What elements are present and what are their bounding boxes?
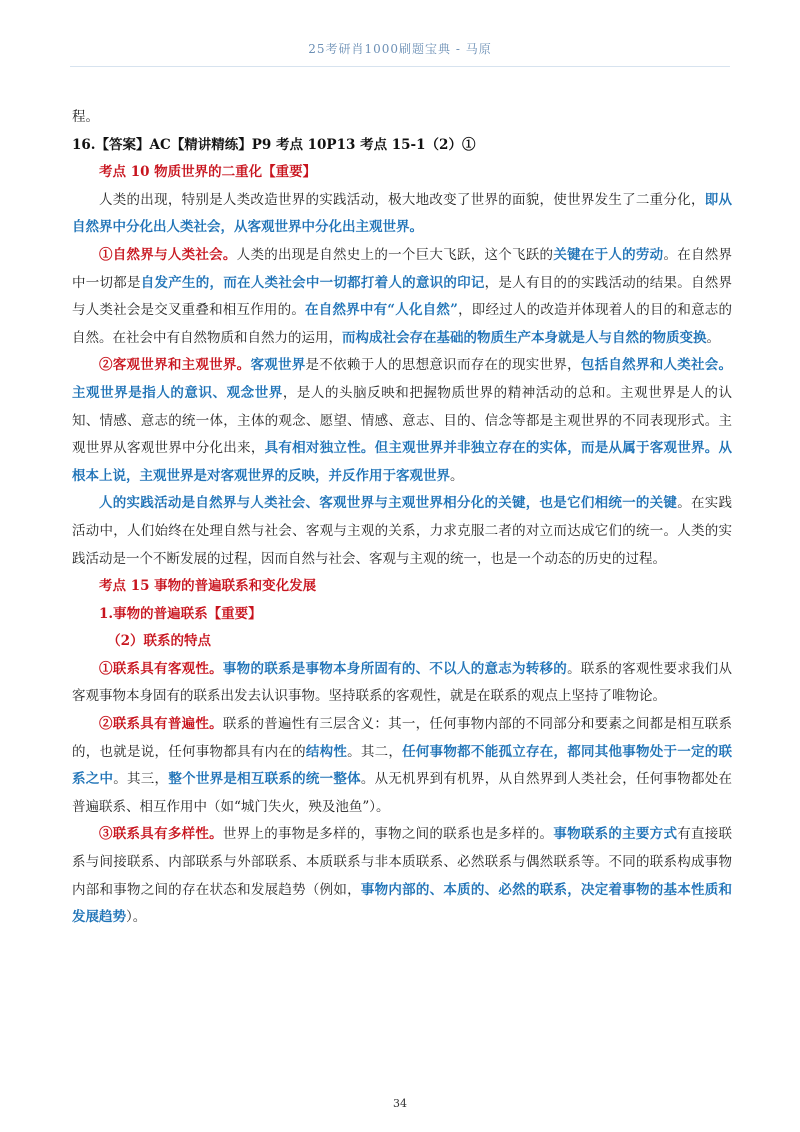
paragraph-objective-subjective (72, 352, 732, 490)
subheading-universal-connection: 1.事物的普遍联系【重要】 (99, 605, 262, 622)
key-point: 整个世界是相互联系的统一整体 (168, 771, 361, 788)
heading-k10: 考点 10 物质世界的二重化【重要】 (99, 164, 317, 181)
page-number: 34 (393, 1097, 407, 1110)
plain-text: 。从无机界到有机界，从自然界到人类社会，任何事物都处在普遍联系、相互作用中（如“城门失火，殃及池鱼”）。 (72, 771, 733, 815)
plain-text: 人类的出现是自然史上的一个巨大飞跃，这个飞跃的 (236, 246, 554, 263)
subheading: ①自然界与人类社会。 (99, 246, 237, 263)
answer-line-16: 16.【答案】AC【精讲精练】P9 考点 10P13 考点 15-1（2）① (72, 136, 476, 153)
key-point: 事物联系的主要方式 (553, 826, 678, 843)
section-heading-k15 (72, 573, 732, 601)
key-point: 即从自然界中分化出人类社会，从客观世界中分化出主观世界。 (72, 191, 733, 236)
key-point: 事物内部的、本质的、必然的联系，决定着事物的基本性质和发展趋势 (72, 881, 733, 926)
plain-text: 。在自然界中一切都是 (72, 246, 733, 291)
key-point: 包括自然界和人类社会。主观世界是指人的意识、观念世界 (72, 357, 733, 401)
plain-text: 。在实践活动中，人们始终在处理自然与社会、客观与主观的关系，力求克服二者的对立而达成它们的统一。人类的实践活动是一个不断发展的过程，因而自然与社会、客观与主观的统一，也是一个动态的历史的过程。 (72, 495, 733, 567)
key-point: 自发产生的，而在人类社会中一切都打着人的意识的印记 (140, 274, 485, 291)
plain-text: ，即经过人的改造并体现着人的目的和意志的自然。在社会中有自然物质和自然力的运用， (72, 302, 733, 346)
plain-text: ，是人的头脑反映和把握物质世界的精神活动的总和。主观世界是人的认知、情感、意志的统一体，主体的观念、愿望、情感、意志、目的、信念等都是主观世界的不同表现形式。主观世界从客观世界中分化出来， (72, 384, 733, 457)
plain-text: 联系的普遍性有三层含义：其一，任何事物内部的不同部分和要素之间都是相互联系的，也就是说，任何事物都具有内在的 (72, 716, 733, 760)
key-point: 具有相对独立性。但主观世界并非独立存在的实体，而是从属于客观世界。从根本上说，主观世界是对客观世界的反映，并反作用于客观世界 (72, 440, 733, 484)
paragraph-diversity (72, 821, 732, 931)
paragraph-k10-intro (72, 187, 732, 242)
plain-text: 有直接联系与间接联系、内部联系与外部联系、本质联系与非本质联系、必然联系与偶然联系等。不同的联系构成事物内部和事物之间的存在状态和发展趋势（例如， (72, 826, 733, 898)
key-point: 关键在于人的劳动 (553, 246, 664, 263)
page-content (72, 104, 732, 932)
key-point: 在自然界中有“人化自然” (305, 302, 458, 319)
paragraph-universality (72, 711, 732, 821)
plain-text: 人类的出现，特别是人类改造世界的实践活动，极大地改变了世界的面貌，使世界发生了二重分化， (99, 191, 705, 208)
plain-text: 。联系的客观性要求我们从客观事物本身固有的联系出发去认识事物。坚持联系的客观性，就是在联系的观点上坚持了唯物论。 (72, 660, 733, 705)
plain-text: 。 (450, 467, 464, 484)
key-point: 事物的联系是事物本身所固有的、不以人的意志为转移的 (222, 660, 568, 677)
plain-text: 。其三， (113, 771, 169, 788)
subheading: ①联系具有客观性。 (99, 660, 223, 677)
plain-text: ）。 (126, 909, 147, 926)
subheading: ②客观世界和主观世界。 (99, 357, 251, 374)
page-header: 25考研肖1000刷题宝典 - 马原 (308, 42, 492, 56)
paragraph-objectivity (72, 656, 732, 711)
plain-text: ，是人有目的的实践活动的结果。自然界与人类社会是交叉重叠和相互作用的。 (72, 274, 733, 319)
key-point: 任何事物都不能孤立存在，都同其他事物处于一定的联系之中 (72, 743, 733, 788)
key-point: 人的实践活动是自然界与人类社会、客观世界与主观世界相分化的关键，也是它们相统一的关键 (99, 495, 678, 512)
section-heading-k10 (72, 159, 732, 187)
subheading-connection-features: （2）联系的特点 (107, 633, 211, 650)
key-point: 结构性 (305, 743, 348, 760)
subsection-heading (72, 601, 732, 629)
subsection-heading-2 (72, 628, 732, 656)
key-point: 而构成社会存在基础的物质生产本身就是人与自然的物质变换 (342, 329, 707, 346)
plain-text: 。其二， (347, 743, 403, 760)
subheading: ③联系具有多样性。 (99, 826, 223, 843)
continued-paragraph-tail: 程。 (72, 109, 99, 125)
subheading: ②联系具有普遍性。 (99, 716, 223, 733)
plain-text: 。 (706, 329, 720, 346)
plain-text: 世界上的事物是多样的，事物之间的联系也是多样的。 (222, 826, 554, 843)
heading-k15: 考点 15 事物的普遍联系和变化发展 (99, 578, 317, 595)
key-point: 客观世界 (250, 357, 306, 374)
plain-text: 是不依赖于人的思想意识而存在的现实世界， (305, 357, 581, 374)
paragraph-practice (72, 490, 732, 573)
paragraph-nature-society (72, 242, 732, 352)
header-divider (70, 66, 730, 67)
